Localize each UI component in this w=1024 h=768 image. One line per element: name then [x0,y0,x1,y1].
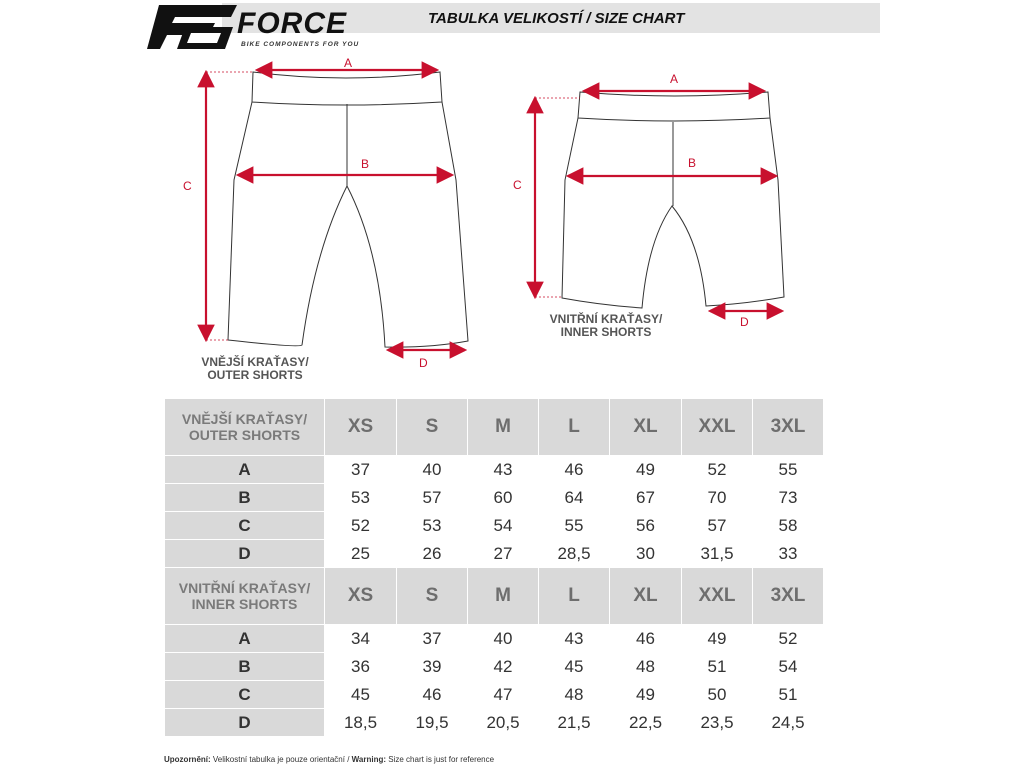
outer-shorts-outline [228,72,468,347]
measurement-value: 49 [610,456,682,484]
measurement-value: 42 [468,653,539,681]
measurement-value: 54 [753,653,824,681]
measurement-value: 53 [325,484,397,512]
measurement-value: 52 [753,625,824,653]
size-header-cell: L [539,399,610,456]
section-title [165,568,325,625]
measurement-value: 43 [539,625,610,653]
outer-label-c: C [183,179,192,193]
measurement-value: 67 [610,484,682,512]
measurement-value: 25 [325,540,397,568]
inner-label-a: A [670,72,679,86]
measurement-value: 60 [468,484,539,512]
size-header-cell: XS [325,399,397,456]
measurement-value: 54 [468,512,539,540]
measurement-value: 48 [539,681,610,709]
measurement-value: 20,5 [468,709,539,737]
measurement-value: 39 [397,653,468,681]
measurement-value: 21,5 [539,709,610,737]
measurement-value: 27 [468,540,539,568]
measurement-value: 51 [753,681,824,709]
note-en-text: Size chart is just for reference [386,755,495,764]
measurement-value: 45 [539,653,610,681]
inner-shorts-outline [562,92,784,308]
inner-label-d: D [740,315,749,329]
measurement-value: 46 [539,456,610,484]
measurement-value: 52 [325,512,397,540]
measurement-value: 46 [397,681,468,709]
measurement-value: 73 [753,484,824,512]
inner-label-b: B [688,156,697,170]
size-header-cell: S [397,568,468,625]
section-title-line2: OUTER SHORTS [188,427,301,443]
measurement-value: 56 [610,512,682,540]
size-header-cell: 3XL [753,568,824,625]
measurement-value: 64 [539,484,610,512]
inner-label-c: C [513,178,522,192]
measurement-value: 37 [397,625,468,653]
size-header-cell: 3XL [753,399,824,456]
measurement-value: 57 [682,512,753,540]
measurement-value: 47 [468,681,539,709]
section-title-line2: INNER SHORTS [191,596,298,612]
note-en-label: Warning: [351,755,387,764]
measurement-label: C [165,681,325,709]
measurement-value: 57 [397,484,468,512]
section-header-row [165,568,824,625]
measurement-value: 49 [610,681,682,709]
measurement-label: B [165,484,325,512]
table-row [165,653,824,681]
inner-measurements [535,91,782,311]
outer-label-a: A [344,56,353,70]
measurement-value: 26 [397,540,468,568]
table-row [165,681,824,709]
measurement-value: 18,5 [325,709,397,737]
measurement-label: C [165,512,325,540]
brand-name: FORCE [237,7,347,40]
measurement-value: 49 [682,625,753,653]
note-cz-label: Upozornění: [164,755,211,764]
measurement-value: 40 [397,456,468,484]
measurement-value: 58 [753,512,824,540]
measurement-value: 36 [325,653,397,681]
measurement-value: 43 [468,456,539,484]
measurement-value: 48 [610,653,682,681]
measurement-value: 52 [682,456,753,484]
note-cz-text: Velikostní tabulka je pouze orientační / [210,755,352,764]
measurement-value: 50 [682,681,753,709]
measurement-value: 33 [753,540,824,568]
size-header-cell: M [468,568,539,625]
measurement-value: 45 [325,681,397,709]
measurement-label: D [165,540,325,568]
size-header-cell: XS [325,568,397,625]
brand-tagline: BIKE COMPONENTS FOR YOU [241,41,360,48]
measurement-value: 70 [682,484,753,512]
page-title: TABULKA VELIKOSTÍ / SIZE CHART [428,10,685,27]
measurement-label: B [165,653,325,681]
inner-caption-line2: INNER SHORTS [560,325,652,339]
outer-caption-line1: VNĚJŠÍ KRAŤASY/ [201,355,309,369]
measurement-value: 55 [753,456,824,484]
measurement-value: 40 [468,625,539,653]
table-row [165,512,824,540]
size-header-cell: M [468,399,539,456]
table-row [165,625,824,653]
measurement-value: 24,5 [753,709,824,737]
outer-shorts-caption [195,356,315,382]
outer-label-b: B [361,157,370,171]
measurement-value: 30 [610,540,682,568]
size-header-cell: S [397,399,468,456]
measurement-value: 31,5 [682,540,753,568]
inner-shorts-caption [546,313,666,339]
measurement-value: 37 [325,456,397,484]
measurement-value: 34 [325,625,397,653]
outer-measurements [206,70,465,350]
measurement-value: 53 [397,512,468,540]
measurement-value: 46 [610,625,682,653]
measurement-value: 22,5 [610,709,682,737]
table-row [165,540,824,568]
size-header-cell: XXL [682,399,753,456]
measurement-value: 19,5 [397,709,468,737]
section-header-row [165,399,824,456]
measurement-value: 23,5 [682,709,753,737]
section-title-line1: VNĚJŠÍ KRAŤASY/ [181,411,308,427]
section-title [165,399,325,456]
reference-note [164,755,494,764]
size-header-cell: XL [610,399,682,456]
table-row [165,709,824,737]
measurement-label: A [165,625,325,653]
table-row [165,456,824,484]
size-header-cell: XL [610,568,682,625]
inner-caption-line1: VNITŘNÍ KRAŤASY/ [549,312,663,326]
outer-caption-line2: OUTER SHORTS [207,368,303,382]
measurement-label: D [165,709,325,737]
measurement-value: 55 [539,512,610,540]
size-table [164,398,824,737]
section-title-line1: VNITŘNÍ KRAŤASY/ [178,580,311,596]
size-header-cell: L [539,568,610,625]
measurement-label: A [165,456,325,484]
measurement-value: 28,5 [539,540,610,568]
measurement-value: 51 [682,653,753,681]
outer-label-d: D [419,356,428,370]
size-header-cell: XXL [682,568,753,625]
table-row [165,484,824,512]
